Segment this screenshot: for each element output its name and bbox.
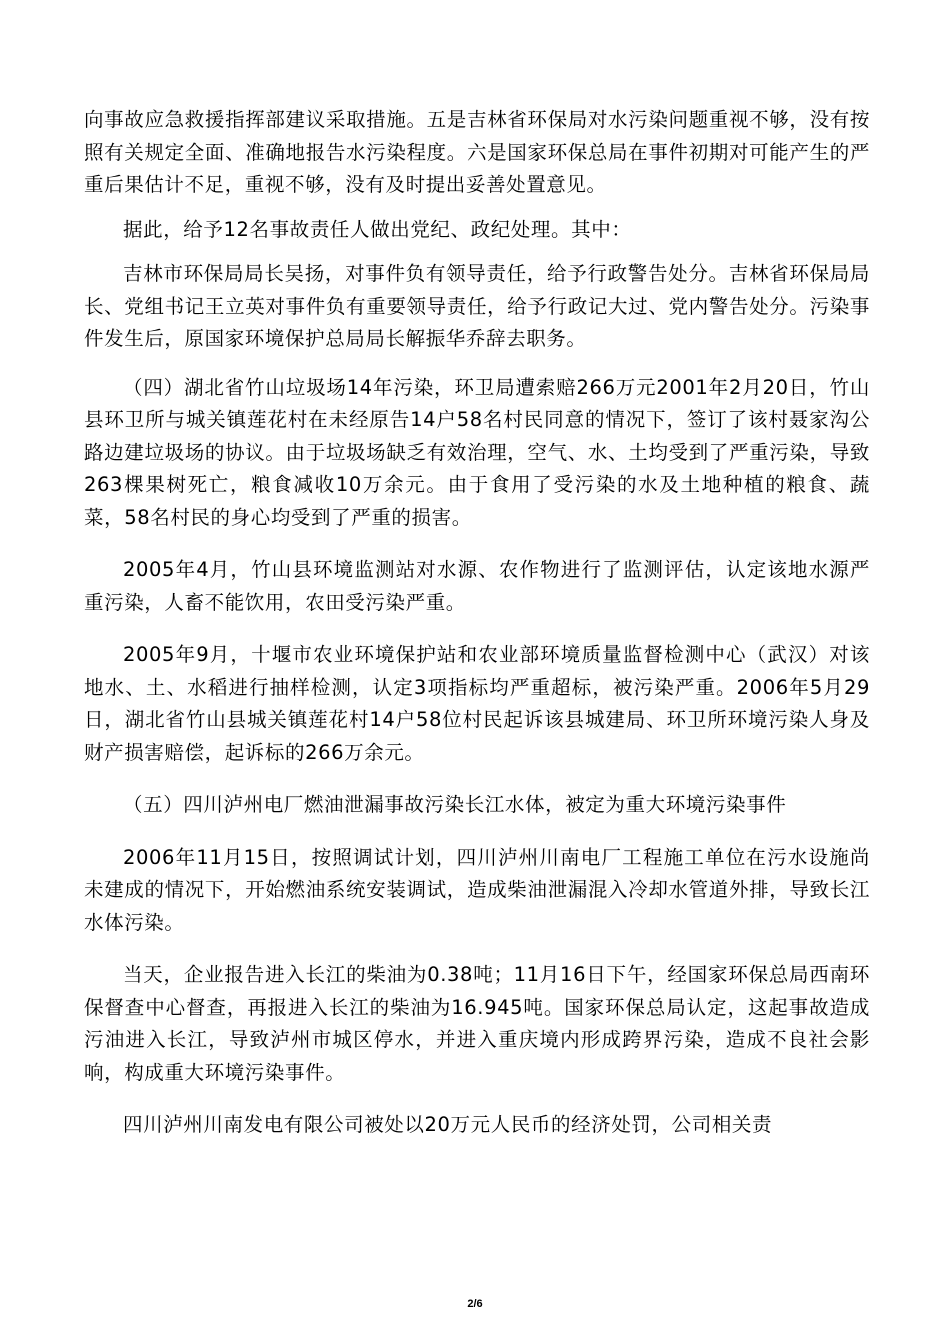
paragraph-continuation: 向事故应急救援指挥部建议采取措施。五是吉林省环保局对水污染问题重视不够，没有按照有关规定全面、准确地报告水污染程度。六是国家环保总局在事件初期对可能产生的严重后果估计不足，重视不够，没有及时提出妥善处置意见。 — [84, 108, 870, 196]
document-body — [84, 104, 870, 1142]
paragraph-testing-2005-september: 2005年9月，十堰市农业环境保护站和农业部环境质量监督检测中心（武汉）对该地水、土、水稻进行抽样检测，认定3项指标均严重超标，被污染严重。2006年5月29日，湖北省竹山县城关镇莲花村14户58位村民起诉该县城建局、环卫所环境污染人身及财产损害赔偿，起诉标的266万余元。 — [84, 643, 870, 764]
paragraph-section-four: （四）湖北省竹山垃圾场14年污染，环卫局遭索赔266万元2001年2月20日，竹山县环卫所与城关镇莲花村在未经原告14户58名村民同意的情况下，签订了该村聂家沟公路边建垃圾场的协议。由于垃圾场缺乏有效治理，空气、水、土均受到了严重污染，导致263棵果树死亡，粮食减收10万余元。由于食用了受污染的水及土地种植的粮食、蔬菜，58名村民的身心均受到了严重的损害。 — [84, 375, 870, 529]
paragraph-monitoring-2005-april: 2005年4月，竹山县环境监测站对水源、农作物进行了监测评估，认定该地水源严重污染，人畜不能饮用，农田受污染严重。 — [84, 558, 870, 614]
paragraph-oil-leak-report: 当天，企业报告进入长江的柴油为0.38吨；11月16日下午，经国家环保总局西南环保督查中心督查，再报进入长江的柴油为16.945吨。国家环保总局认定，这起事故造成污油进入长江，导致泸州市城区停水，并进入重庆境内形成跨界污染，造成不良社会影响，构成重大环境污染事件。 — [84, 963, 870, 1084]
page-number: 2/6 — [467, 1298, 483, 1310]
paragraph-penalty: 四川泸州川南发电有限公司被处以20万元人民币的经济处罚，公司相关责 — [123, 1113, 773, 1136]
paragraph-punishment-details: 吉林市环保局局长吴扬，对事件负有领导责任，给予行政警告处分。吉林省环保局局长、党组书记王立英对事件负有重要领导责任，给予行政记大过、党内警告处分。污染事件发生后，原国家环境保护总局局长解振华乔辞去职务。 — [84, 262, 870, 350]
paragraph-section-five-heading: （五）四川泸州电厂燃油泄漏事故污染长江水体，被定为重大环境污染事件 — [123, 793, 787, 816]
paragraph-oil-leak-event: 2006年11月15日，按照调试计划，四川泸州川南电厂工程施工单位在污水设施尚未建成的情况下，开始燃油系统安装调试，造成柴油泄漏混入冷却水管道外排，导致长江水体污染。 — [84, 845, 870, 934]
paragraph-punishment-intro: 据此，给予12名事故责任人做出党纪、政纪处理。其中： — [123, 217, 632, 241]
